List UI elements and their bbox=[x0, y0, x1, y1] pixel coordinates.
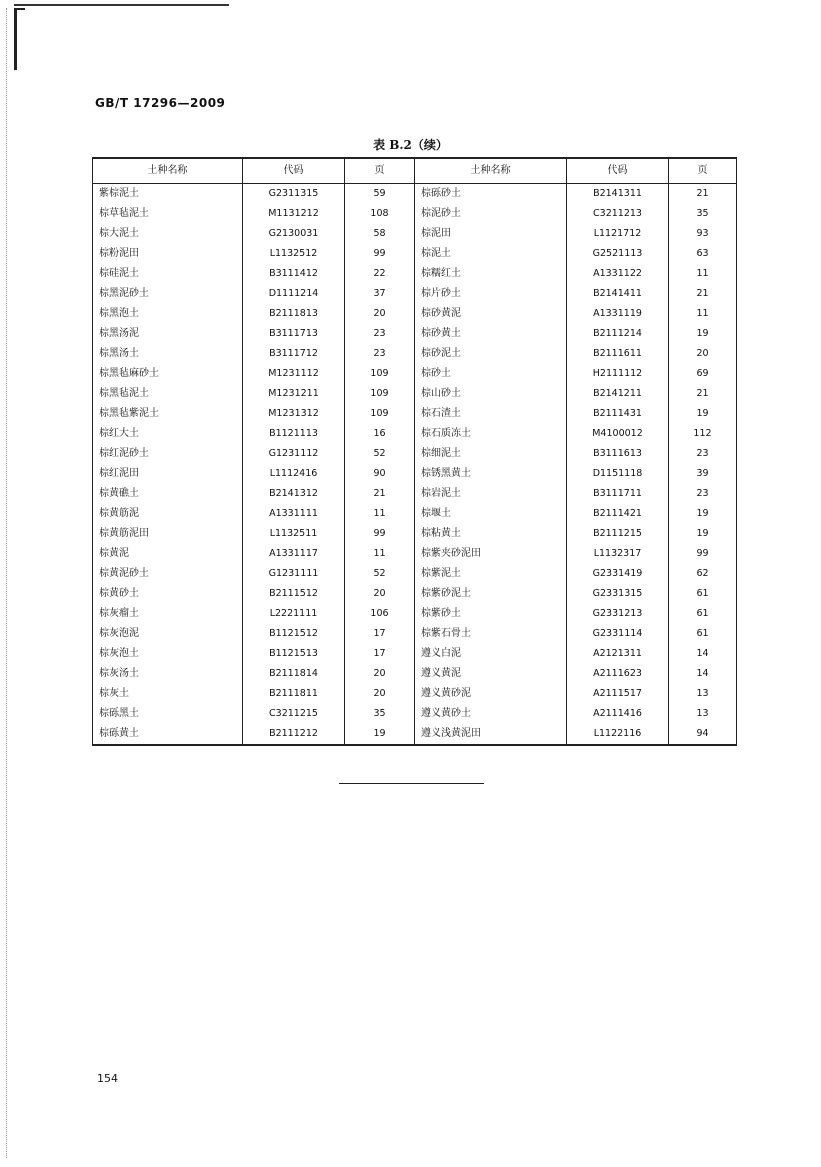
code-cell: B2111611 bbox=[567, 344, 669, 364]
soil-name-cell: 棕大泥土 bbox=[93, 224, 243, 244]
table-row bbox=[93, 364, 737, 384]
page-cell: 99 bbox=[345, 244, 415, 264]
code-cell: M1231112 bbox=[243, 364, 345, 384]
page-cell: 62 bbox=[669, 564, 737, 584]
table-row bbox=[93, 624, 737, 644]
code-cell: G2311315 bbox=[243, 184, 345, 205]
table-row bbox=[93, 584, 737, 604]
code-cell: B2111421 bbox=[567, 504, 669, 524]
table-row bbox=[93, 464, 737, 484]
column-header-page: 页 bbox=[345, 158, 415, 184]
page-cell: 22 bbox=[345, 264, 415, 284]
table-caption: 表 B.2（续） bbox=[373, 138, 448, 152]
page-cell: 21 bbox=[669, 384, 737, 404]
soil-name-cell: 遵义白泥 bbox=[415, 644, 567, 664]
page-cell: 21 bbox=[669, 284, 737, 304]
column-header-code: 代码 bbox=[243, 158, 345, 184]
code-cell: B3111613 bbox=[567, 444, 669, 464]
code-cell: L2221111 bbox=[243, 604, 345, 624]
page-cell: 61 bbox=[669, 584, 737, 604]
soil-name-cell: 棕灰泡泥 bbox=[93, 624, 243, 644]
soil-name-cell: 棕黄筋泥 bbox=[93, 504, 243, 524]
column-header-page: 页 bbox=[669, 158, 737, 184]
soil-name-cell: 棕黑泥砂土 bbox=[93, 284, 243, 304]
code-cell: B2141211 bbox=[567, 384, 669, 404]
page-cell: 94 bbox=[669, 724, 737, 745]
page-cell: 99 bbox=[345, 524, 415, 544]
code-cell: B1121512 bbox=[243, 624, 345, 644]
code-cell: B2111814 bbox=[243, 664, 345, 684]
code-cell: M1231312 bbox=[243, 404, 345, 424]
soil-index-table bbox=[92, 157, 737, 746]
code-cell: G1231112 bbox=[243, 444, 345, 464]
soil-name-cell: 棕砂黄泥 bbox=[415, 304, 567, 324]
end-rule bbox=[339, 783, 484, 784]
page-cell: 106 bbox=[345, 604, 415, 624]
soil-name-cell: 棕黑毡麻砂土 bbox=[93, 364, 243, 384]
page-cell: 21 bbox=[669, 184, 737, 205]
soil-name-cell: 棕石质冻土 bbox=[415, 424, 567, 444]
soil-name-cell: 棕红大土 bbox=[93, 424, 243, 444]
soil-name-cell: 棕片砂土 bbox=[415, 284, 567, 304]
code-cell: B2141411 bbox=[567, 284, 669, 304]
table-row bbox=[93, 504, 737, 524]
code-cell: B2141311 bbox=[567, 184, 669, 205]
table-row bbox=[93, 284, 737, 304]
page-cell: 39 bbox=[669, 464, 737, 484]
page-cell: 20 bbox=[345, 304, 415, 324]
page-cell: 23 bbox=[669, 444, 737, 464]
scan-corner-mark bbox=[14, 8, 25, 70]
code-cell: B3111713 bbox=[243, 324, 345, 344]
table-header-row bbox=[93, 158, 737, 184]
table-row bbox=[93, 184, 737, 205]
soil-name-cell: 棕砂黄土 bbox=[415, 324, 567, 344]
code-cell: L1122116 bbox=[567, 724, 669, 745]
code-cell: B2111212 bbox=[243, 724, 345, 745]
page-cell: 11 bbox=[669, 264, 737, 284]
soil-name-cell: 棕紫石骨土 bbox=[415, 624, 567, 644]
code-cell: B2111431 bbox=[567, 404, 669, 424]
page-cell: 20 bbox=[345, 664, 415, 684]
page-cell: 63 bbox=[669, 244, 737, 264]
soil-name-cell: 棕黑毡泥土 bbox=[93, 384, 243, 404]
column-header-soil-name: 土种名称 bbox=[415, 158, 567, 184]
code-cell: B2111214 bbox=[567, 324, 669, 344]
page-cell: 17 bbox=[345, 624, 415, 644]
page-cell: 108 bbox=[345, 204, 415, 224]
soil-name-cell: 遵义黄泥 bbox=[415, 664, 567, 684]
page-cell: 13 bbox=[669, 704, 737, 724]
table-row bbox=[93, 524, 737, 544]
page-cell: 21 bbox=[345, 484, 415, 504]
code-cell: G2521113 bbox=[567, 244, 669, 264]
soil-name-cell: 棕泥田 bbox=[415, 224, 567, 244]
soil-name-cell: 棕灰汤土 bbox=[93, 664, 243, 684]
table-row bbox=[93, 404, 737, 424]
scan-edge bbox=[6, 8, 12, 1158]
soil-name-cell: 棕红泥砂土 bbox=[93, 444, 243, 464]
page-cell: 61 bbox=[669, 624, 737, 644]
page-cell: 109 bbox=[345, 404, 415, 424]
soil-name-cell: 棕粉泥田 bbox=[93, 244, 243, 264]
page-cell: 17 bbox=[345, 644, 415, 664]
soil-name-cell: 棕灰土 bbox=[93, 684, 243, 704]
page-cell: 23 bbox=[345, 324, 415, 344]
page-cell: 69 bbox=[669, 364, 737, 384]
code-cell: A1331119 bbox=[567, 304, 669, 324]
soil-name-cell: 棕灰瘤土 bbox=[93, 604, 243, 624]
table-row bbox=[93, 344, 737, 364]
standard-number: GB/T 17296—2009 bbox=[95, 96, 226, 110]
code-cell: G2331114 bbox=[567, 624, 669, 644]
code-cell: L1132317 bbox=[567, 544, 669, 564]
table-row bbox=[93, 224, 737, 244]
soil-name-cell: 棕山砂土 bbox=[415, 384, 567, 404]
table-row bbox=[93, 244, 737, 264]
table-row bbox=[93, 384, 737, 404]
soil-name-cell: 紫棕泥土 bbox=[93, 184, 243, 205]
page-cell: 58 bbox=[345, 224, 415, 244]
table-row bbox=[93, 484, 737, 504]
soil-name-cell: 棕砾黑土 bbox=[93, 704, 243, 724]
column-header-code: 代码 bbox=[567, 158, 669, 184]
soil-name-cell: 棕砾砂土 bbox=[415, 184, 567, 205]
code-cell: A2111517 bbox=[567, 684, 669, 704]
code-cell: B1121113 bbox=[243, 424, 345, 444]
page-cell: 23 bbox=[669, 484, 737, 504]
code-cell: A2111416 bbox=[567, 704, 669, 724]
table-row bbox=[93, 424, 737, 444]
code-cell: G2130031 bbox=[243, 224, 345, 244]
code-cell: B2111811 bbox=[243, 684, 345, 704]
code-cell: B2141312 bbox=[243, 484, 345, 504]
soil-name-cell: 棕紫泥土 bbox=[415, 564, 567, 584]
code-cell: B1121513 bbox=[243, 644, 345, 664]
table-row bbox=[93, 724, 737, 745]
soil-name-cell: 棕泥砂土 bbox=[415, 204, 567, 224]
soil-name-cell: 棕泥土 bbox=[415, 244, 567, 264]
code-cell: L1132511 bbox=[243, 524, 345, 544]
page-cell: 19 bbox=[669, 324, 737, 344]
soil-name-cell: 棕黄泥砂土 bbox=[93, 564, 243, 584]
code-cell: A1331117 bbox=[243, 544, 345, 564]
table-row bbox=[93, 664, 737, 684]
code-cell: L1121712 bbox=[567, 224, 669, 244]
soil-name-cell: 棕紫砂泥土 bbox=[415, 584, 567, 604]
code-cell: G2331419 bbox=[567, 564, 669, 584]
code-cell: L1112416 bbox=[243, 464, 345, 484]
code-cell: B3111711 bbox=[567, 484, 669, 504]
code-cell: L1132512 bbox=[243, 244, 345, 264]
soil-name-cell: 棕粘黄土 bbox=[415, 524, 567, 544]
page-cell: 19 bbox=[669, 404, 737, 424]
soil-name-cell: 棕草毡泥土 bbox=[93, 204, 243, 224]
code-cell: M1131212 bbox=[243, 204, 345, 224]
soil-name-cell: 棕红泥田 bbox=[93, 464, 243, 484]
table-row bbox=[93, 324, 737, 344]
page-cell: 109 bbox=[345, 384, 415, 404]
soil-name-cell: 棕黄砂土 bbox=[93, 584, 243, 604]
code-cell: A2121311 bbox=[567, 644, 669, 664]
table-row bbox=[93, 264, 737, 284]
code-cell: B2111215 bbox=[567, 524, 669, 544]
page-cell: 19 bbox=[345, 724, 415, 745]
page-cell: 19 bbox=[669, 524, 737, 544]
soil-name-cell: 遵义浅黄泥田 bbox=[415, 724, 567, 745]
table-row bbox=[93, 304, 737, 324]
page-cell: 14 bbox=[669, 664, 737, 684]
soil-name-cell: 棕黄泥 bbox=[93, 544, 243, 564]
page-cell: 35 bbox=[345, 704, 415, 724]
table-row bbox=[93, 444, 737, 464]
page-cell: 52 bbox=[345, 444, 415, 464]
table-row bbox=[93, 564, 737, 584]
code-cell: B2111512 bbox=[243, 584, 345, 604]
page-cell: 20 bbox=[345, 684, 415, 704]
soil-name-cell: 棕硅泥土 bbox=[93, 264, 243, 284]
soil-name-cell: 棕锈黑黄土 bbox=[415, 464, 567, 484]
page-cell: 20 bbox=[345, 584, 415, 604]
soil-name-cell: 棕糯红土 bbox=[415, 264, 567, 284]
page-cell: 19 bbox=[669, 504, 737, 524]
page-cell: 11 bbox=[345, 544, 415, 564]
page-cell: 14 bbox=[669, 644, 737, 664]
page-cell: 37 bbox=[345, 284, 415, 304]
table-body bbox=[93, 184, 737, 746]
code-cell: A2111623 bbox=[567, 664, 669, 684]
soil-name-cell: 棕紫砂土 bbox=[415, 604, 567, 624]
soil-name-cell: 棕砾黄土 bbox=[93, 724, 243, 745]
soil-name-cell: 棕黑汤泥 bbox=[93, 324, 243, 344]
page-cell: 20 bbox=[669, 344, 737, 364]
page-cell: 59 bbox=[345, 184, 415, 205]
soil-name-cell: 棕黑汤土 bbox=[93, 344, 243, 364]
scan-top-rule bbox=[14, 4, 229, 6]
soil-name-cell: 遵义黄砂土 bbox=[415, 704, 567, 724]
code-cell: H2111112 bbox=[567, 364, 669, 384]
table-row bbox=[93, 604, 737, 624]
code-cell: B3111412 bbox=[243, 264, 345, 284]
code-cell: A1331122 bbox=[567, 264, 669, 284]
code-cell: C3211213 bbox=[567, 204, 669, 224]
table-row bbox=[93, 684, 737, 704]
code-cell: G1231111 bbox=[243, 564, 345, 584]
soil-name-cell: 棕紫夹砂泥田 bbox=[415, 544, 567, 564]
code-cell: B2111813 bbox=[243, 304, 345, 324]
code-cell: M4100012 bbox=[567, 424, 669, 444]
code-cell: D1151118 bbox=[567, 464, 669, 484]
code-cell: G2331213 bbox=[567, 604, 669, 624]
table-row bbox=[93, 644, 737, 664]
soil-name-cell: 遵义黄砂泥 bbox=[415, 684, 567, 704]
code-cell: G2331315 bbox=[567, 584, 669, 604]
page-cell: 52 bbox=[345, 564, 415, 584]
page-cell: 90 bbox=[345, 464, 415, 484]
page-cell: 99 bbox=[669, 544, 737, 564]
page-cell: 35 bbox=[669, 204, 737, 224]
page-cell: 23 bbox=[345, 344, 415, 364]
soil-name-cell: 棕灰泡土 bbox=[93, 644, 243, 664]
soil-name-cell: 棕岩泥土 bbox=[415, 484, 567, 504]
page-cell: 61 bbox=[669, 604, 737, 624]
soil-name-cell: 棕石渣土 bbox=[415, 404, 567, 424]
page-cell: 93 bbox=[669, 224, 737, 244]
table-row bbox=[93, 204, 737, 224]
code-cell: B3111712 bbox=[243, 344, 345, 364]
table-row bbox=[93, 544, 737, 564]
code-cell: C3211215 bbox=[243, 704, 345, 724]
page-cell: 16 bbox=[345, 424, 415, 444]
soil-name-cell: 棕黑泡土 bbox=[93, 304, 243, 324]
code-cell: M1231211 bbox=[243, 384, 345, 404]
page-cell: 109 bbox=[345, 364, 415, 384]
soil-name-cell: 棕黄礁土 bbox=[93, 484, 243, 504]
page-cell: 112 bbox=[669, 424, 737, 444]
soil-name-cell: 棕砂泥土 bbox=[415, 344, 567, 364]
soil-name-cell: 棕细泥土 bbox=[415, 444, 567, 464]
code-cell: D1111214 bbox=[243, 284, 345, 304]
page-cell: 13 bbox=[669, 684, 737, 704]
table-row bbox=[93, 704, 737, 724]
column-header-soil-name: 土种名称 bbox=[93, 158, 243, 184]
code-cell: A1331111 bbox=[243, 504, 345, 524]
page-cell: 11 bbox=[345, 504, 415, 524]
page-number: 154 bbox=[97, 1072, 118, 1085]
soil-name-cell: 棕黄筋泥田 bbox=[93, 524, 243, 544]
soil-name-cell: 棕堰土 bbox=[415, 504, 567, 524]
soil-name-cell: 棕黑毡紫泥土 bbox=[93, 404, 243, 424]
soil-name-cell: 棕砂土 bbox=[415, 364, 567, 384]
page-cell: 11 bbox=[669, 304, 737, 324]
